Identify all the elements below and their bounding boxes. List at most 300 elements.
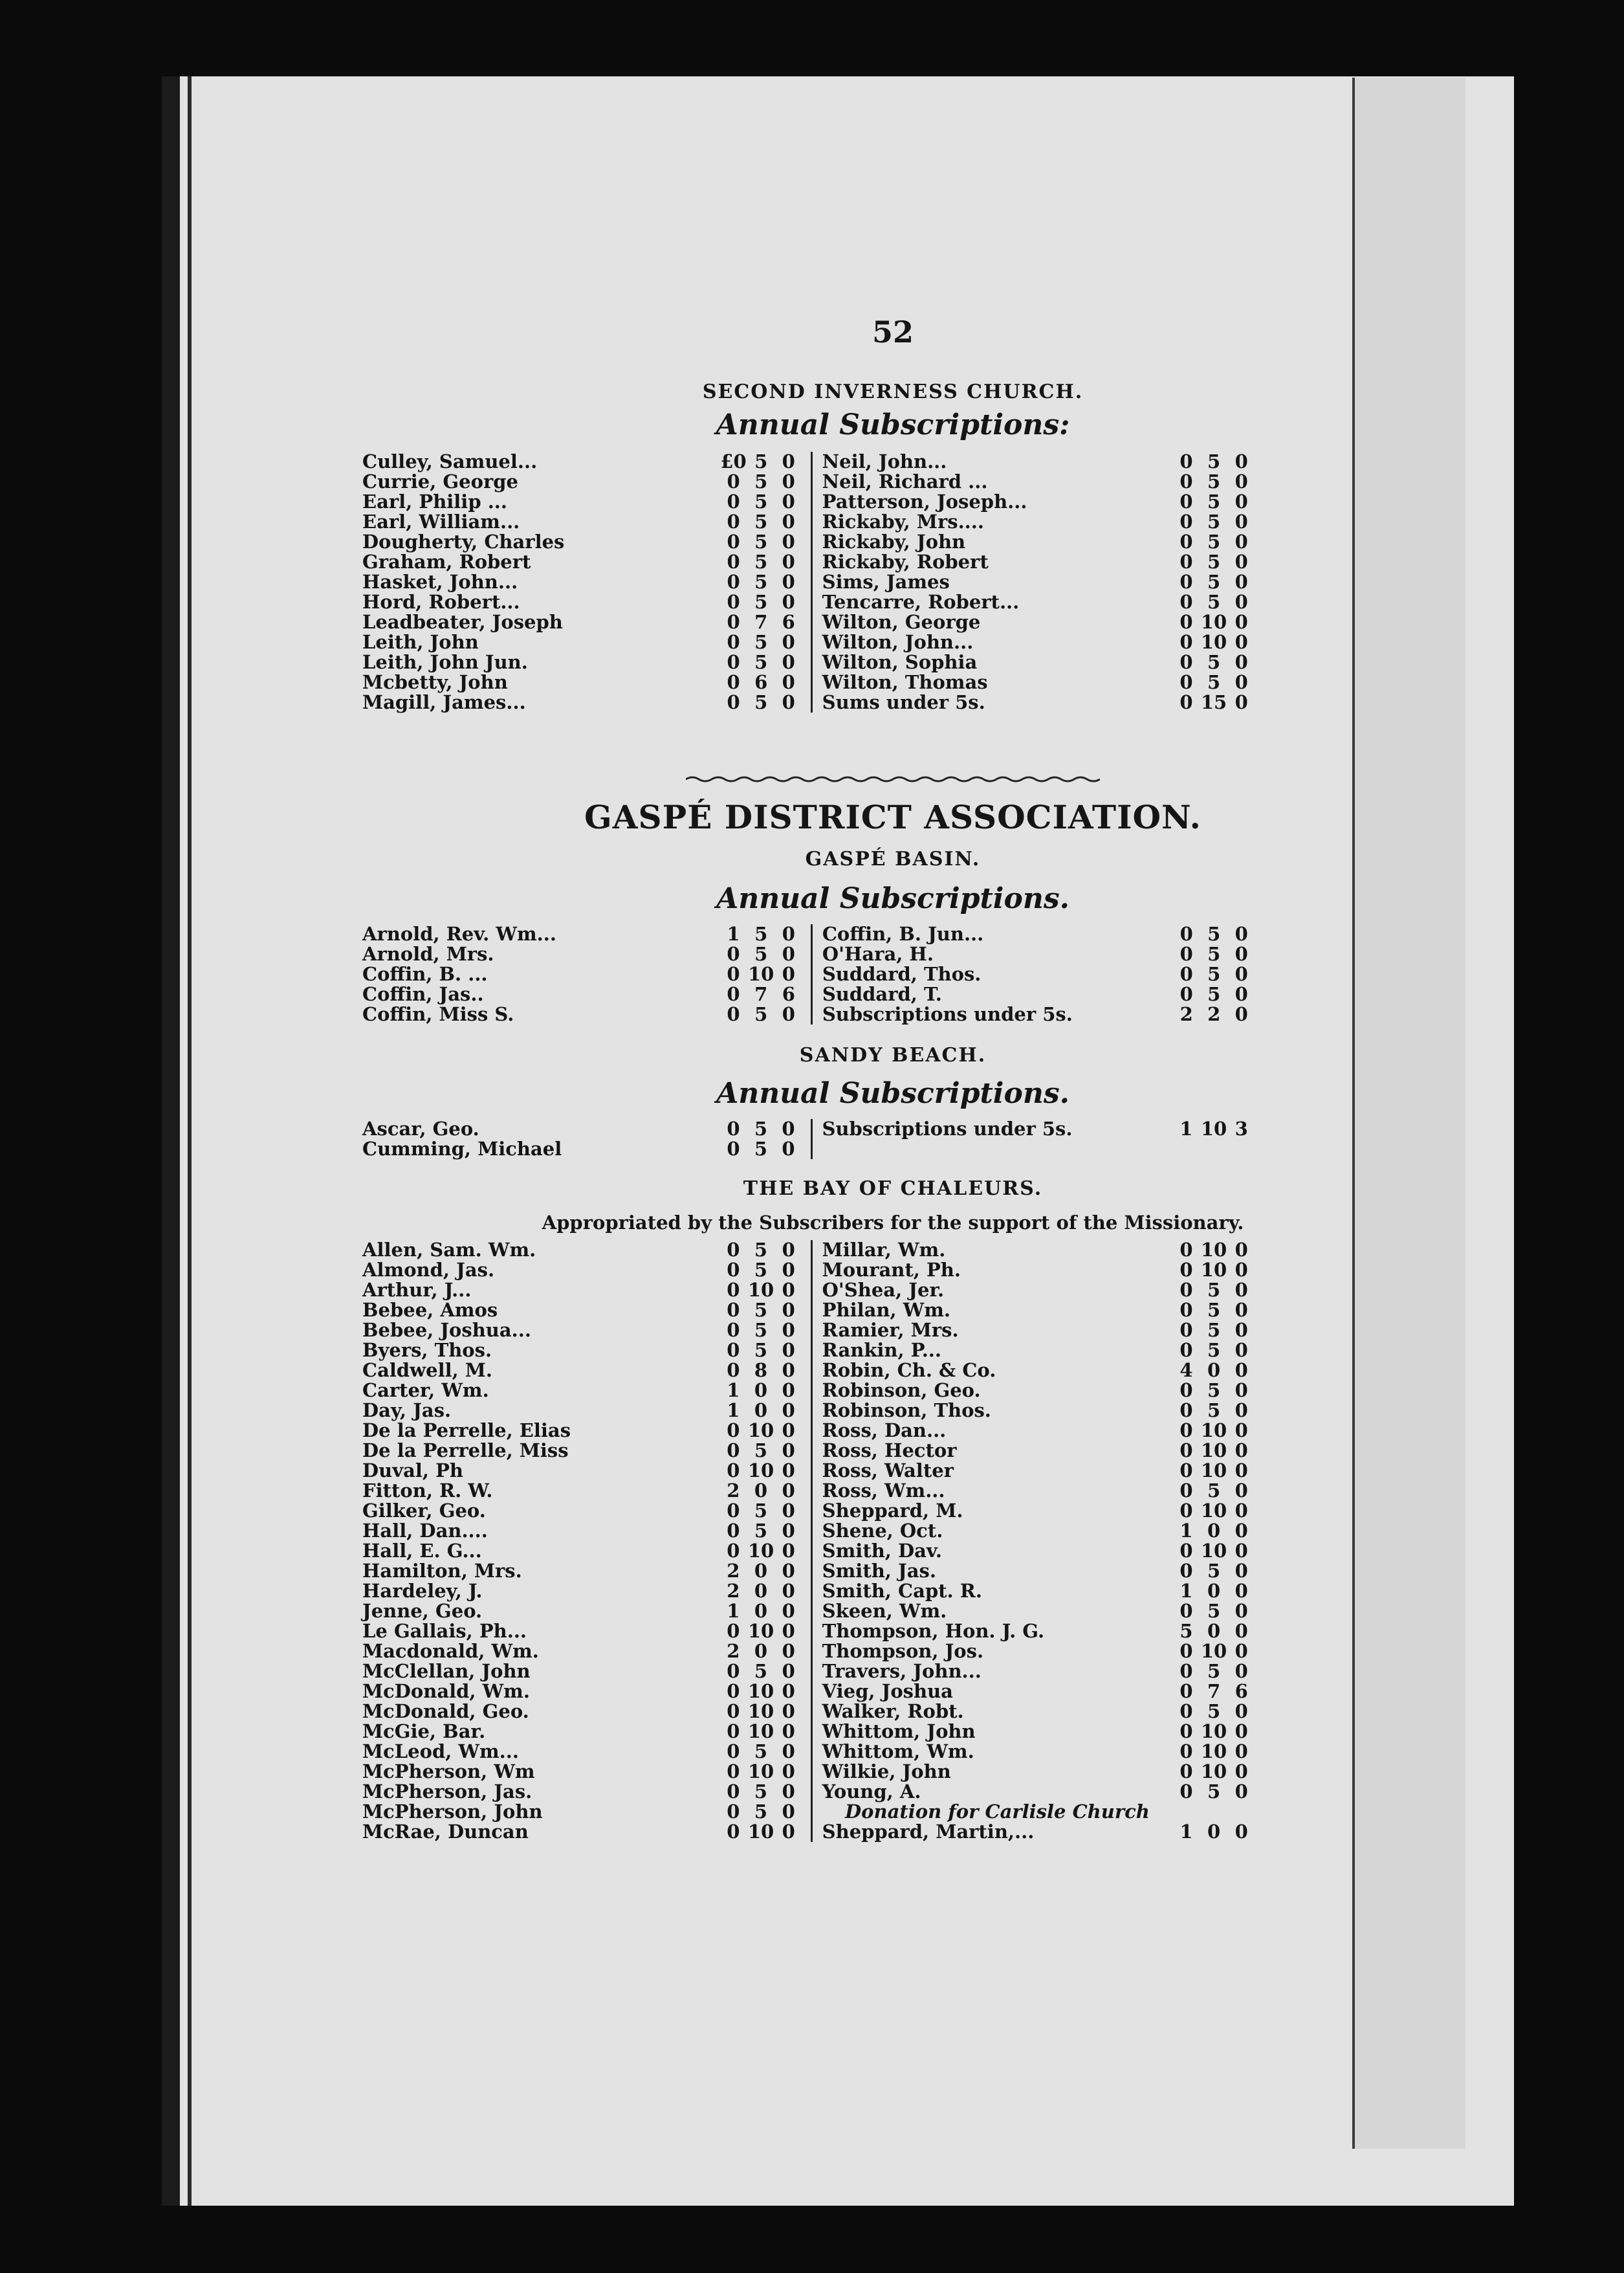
column-gap bbox=[811, 1240, 822, 1260]
entry-pounds bbox=[1172, 1802, 1200, 1822]
entry-name: Hasket, John... bbox=[362, 571, 518, 593]
entry-pounds: 0 bbox=[1180, 1399, 1193, 1421]
entry-name: Wilton, Thomas bbox=[822, 671, 988, 693]
entry-shillings: 5 bbox=[1207, 471, 1221, 493]
entry-shillings: 5 bbox=[1207, 943, 1221, 965]
entry-pence: 0 bbox=[1234, 1299, 1248, 1321]
entry-pence: 0 bbox=[1234, 1439, 1248, 1461]
table-row bbox=[362, 1441, 1255, 1461]
column-separator bbox=[802, 1320, 811, 1340]
entry-shillings: 15 bbox=[1200, 691, 1227, 713]
entry-shillings: 7 bbox=[754, 983, 768, 1005]
entry-name: Leadbeater, Joseph bbox=[362, 611, 563, 633]
entry-pence: 0 bbox=[1234, 611, 1248, 633]
entry-pence: 0 bbox=[1234, 1379, 1248, 1401]
column-gap bbox=[811, 1702, 822, 1722]
entry-pence: 0 bbox=[1234, 531, 1248, 553]
entry-pounds: 0 bbox=[1180, 923, 1193, 945]
inverness-section bbox=[362, 381, 1423, 713]
entry-pounds: 0 bbox=[1180, 591, 1193, 613]
entry-name: Neil, Richard ... bbox=[822, 471, 988, 493]
entry-name: Bebee, Joshua... bbox=[362, 1319, 531, 1341]
entry-pence: 0 bbox=[782, 1660, 795, 1682]
entry-name: Vieg, Joshua bbox=[822, 1680, 953, 1702]
entry-pounds: 0 bbox=[1180, 1319, 1193, 1341]
entry-pence: 0 bbox=[782, 1680, 795, 1702]
entry-shillings: 8 bbox=[754, 1359, 768, 1381]
entry-shillings: 5 bbox=[1207, 1399, 1221, 1421]
entry-shillings bbox=[1200, 1802, 1228, 1822]
inverness-subheading: Annual Subscriptions: bbox=[716, 408, 1070, 441]
entry-name: Le Gallais, Ph... bbox=[362, 1620, 527, 1642]
entry-shillings: 10 bbox=[1200, 1459, 1227, 1481]
entry-pence: 0 bbox=[782, 1700, 795, 1722]
entry-pence: 6 bbox=[782, 611, 795, 633]
entry-name: Suddard, T. bbox=[822, 983, 942, 1005]
page-number: 52 bbox=[872, 315, 914, 349]
entry-shillings: 5 bbox=[1207, 531, 1221, 553]
entry-name: Smith, Jas. bbox=[822, 1560, 936, 1582]
entry-shillings: 5 bbox=[1207, 1700, 1221, 1722]
entry-pence: 0 bbox=[1234, 1620, 1248, 1642]
entry-pounds: 0 bbox=[1180, 631, 1193, 653]
entry-name: Hord, Robert... bbox=[362, 591, 520, 613]
table-row bbox=[362, 964, 1255, 984]
entry-pounds: 0 bbox=[727, 1138, 740, 1160]
entry-shillings: 5 bbox=[754, 1740, 768, 1762]
entry-pence: 0 bbox=[782, 1540, 795, 1562]
entry-name: Duval, Ph bbox=[362, 1459, 463, 1481]
entry-pence: 0 bbox=[782, 1279, 795, 1301]
entry-name: Earl, William... bbox=[362, 511, 520, 533]
table-row bbox=[362, 1762, 1255, 1782]
entry-name: Thompson, Jos. bbox=[822, 1640, 984, 1662]
column-separator bbox=[802, 592, 811, 612]
entry-pence: 0 bbox=[782, 1821, 795, 1843]
table-row bbox=[362, 924, 1255, 944]
entry-pence: 0 bbox=[782, 1500, 795, 1522]
entry-pounds: 0 bbox=[1180, 571, 1193, 593]
entry-shillings: 5 bbox=[1207, 1299, 1221, 1321]
entry-pence: 0 bbox=[1234, 1500, 1248, 1522]
entry-pence: 0 bbox=[782, 1239, 795, 1261]
table-row bbox=[362, 1380, 1255, 1401]
table-row bbox=[362, 472, 1255, 492]
column-separator bbox=[802, 632, 811, 652]
column-gap bbox=[811, 1461, 822, 1481]
column-separator bbox=[802, 1621, 811, 1641]
entry-shillings: 0 bbox=[754, 1580, 768, 1602]
table-row bbox=[362, 1119, 1255, 1139]
table-row bbox=[362, 944, 1255, 964]
entry-pence: 0 bbox=[782, 571, 795, 593]
entry-name: Philan, Wm. bbox=[822, 1299, 951, 1321]
entry-shillings: 10 bbox=[1200, 1419, 1227, 1441]
column-separator bbox=[802, 1300, 811, 1320]
entry-shillings: 5 bbox=[1207, 571, 1221, 593]
entry-shillings: 2 bbox=[1207, 1003, 1221, 1025]
table-row bbox=[362, 572, 1255, 592]
entry-shillings: 5 bbox=[754, 691, 768, 713]
bay-table bbox=[362, 1240, 1255, 1842]
entry-pence: 0 bbox=[782, 943, 795, 965]
entry-pounds: 0 bbox=[1180, 1560, 1193, 1582]
entry-shillings: 10 bbox=[747, 963, 774, 985]
column-gap bbox=[811, 1119, 822, 1139]
entry-shillings: 10 bbox=[747, 1540, 774, 1562]
entry-pence: 0 bbox=[1234, 1580, 1248, 1602]
entry-pounds: 0 bbox=[1180, 1379, 1193, 1401]
table-row bbox=[362, 1481, 1255, 1501]
entry-name: Rickaby, Robert bbox=[822, 551, 989, 573]
entry-pence: 0 bbox=[1234, 1720, 1248, 1742]
entry-name: Thompson, Hon. J. G. bbox=[822, 1620, 1045, 1642]
column-gap bbox=[811, 1004, 822, 1025]
entry-pence: 0 bbox=[782, 450, 795, 472]
entry-shillings: 6 bbox=[754, 671, 768, 693]
entry-pence: 0 bbox=[782, 671, 795, 693]
entry-pence: 0 bbox=[782, 1600, 795, 1622]
entry-shillings: 5 bbox=[754, 591, 768, 613]
entry-pounds: 0 bbox=[1180, 551, 1193, 573]
basin-subheading: Annual Subscriptions. bbox=[716, 882, 1070, 915]
entry-pence: 0 bbox=[782, 1359, 795, 1381]
sandy-table bbox=[362, 1119, 1255, 1159]
table-row bbox=[362, 1802, 1255, 1822]
entry-name: Coffin, B. Jun... bbox=[822, 923, 984, 945]
entry-pounds: 0 bbox=[727, 1459, 740, 1481]
entry-shillings: 5 bbox=[754, 923, 768, 945]
entry-pence: 0 bbox=[1234, 1640, 1248, 1662]
entry-name: Neil, John... bbox=[822, 450, 947, 472]
entry-shillings: 10 bbox=[1200, 1239, 1227, 1261]
entry-shillings: 5 bbox=[1207, 671, 1221, 693]
column-gap bbox=[811, 1762, 822, 1782]
entry-pounds: 0 bbox=[1180, 471, 1193, 493]
column-separator bbox=[802, 652, 811, 672]
entry-shillings: 10 bbox=[1200, 631, 1227, 653]
entry-name: Almond, Jas. bbox=[362, 1259, 495, 1281]
column-separator bbox=[802, 944, 811, 964]
entry-shillings: 0 bbox=[754, 1640, 768, 1662]
entry-name: McPherson, John bbox=[362, 1801, 543, 1823]
entry-shillings: 5 bbox=[754, 1500, 768, 1522]
entry-pence: 0 bbox=[1234, 631, 1248, 653]
entry-name: McPherson, Wm bbox=[362, 1760, 535, 1782]
entry-pence: 0 bbox=[782, 1138, 795, 1160]
entry-shillings: 5 bbox=[754, 943, 768, 965]
entry-pence: 0 bbox=[782, 491, 795, 513]
column-separator bbox=[802, 1260, 811, 1280]
table-row bbox=[362, 1300, 1255, 1320]
entry-pence: 0 bbox=[1234, 1600, 1248, 1622]
entry-pence: 0 bbox=[1234, 1480, 1248, 1502]
column-gap bbox=[811, 693, 822, 713]
column-gap bbox=[811, 1521, 822, 1541]
column-separator bbox=[802, 452, 811, 472]
entry-shillings: 10 bbox=[1200, 611, 1227, 633]
entry-name: McPherson, Jas. bbox=[362, 1780, 532, 1802]
entry-name: Shene, Oct. bbox=[822, 1520, 943, 1542]
column-gap bbox=[811, 1742, 822, 1762]
entry-pence: 0 bbox=[1234, 1319, 1248, 1341]
column-separator bbox=[802, 1501, 811, 1521]
entry-name: Byers, Thos. bbox=[362, 1339, 492, 1361]
table-row bbox=[362, 1280, 1255, 1300]
column-gap bbox=[811, 1501, 822, 1521]
entry-pounds: 1 bbox=[727, 1600, 740, 1622]
gaspe-heading: GASPÉ DISTRICT ASSOCIATION. bbox=[584, 798, 1202, 836]
entry-name: Young, A. bbox=[822, 1780, 921, 1802]
entry-name: Smith, Capt. R. bbox=[822, 1580, 982, 1602]
column-gap bbox=[811, 1320, 822, 1340]
entry-pounds: 1 bbox=[727, 1379, 740, 1401]
column-separator bbox=[802, 1119, 811, 1139]
entry-pence: 0 bbox=[782, 1520, 795, 1542]
column-separator bbox=[802, 1240, 811, 1260]
table-row bbox=[362, 1004, 1255, 1025]
entry-name: Rankin, P... bbox=[822, 1339, 941, 1361]
column-gap bbox=[811, 492, 822, 512]
entry-pounds: 0 bbox=[727, 1259, 740, 1281]
entry-name: Allen, Sam. Wm. bbox=[362, 1239, 536, 1261]
entry-name: Patterson, Joseph... bbox=[822, 491, 1027, 513]
entry-name: Walker, Robt. bbox=[822, 1700, 964, 1722]
entry-pence: 0 bbox=[1234, 1359, 1248, 1381]
entry-pence: 0 bbox=[782, 651, 795, 673]
entry-pounds: 0 bbox=[727, 983, 740, 1005]
column-separator bbox=[802, 572, 811, 592]
entry-pounds: 2 bbox=[727, 1580, 740, 1602]
entry-pence: 0 bbox=[1234, 551, 1248, 573]
table-row bbox=[362, 1521, 1255, 1541]
entry-shillings: 10 bbox=[1200, 1500, 1227, 1522]
column-separator bbox=[802, 492, 811, 512]
facing-page-line bbox=[1352, 78, 1355, 2149]
column-separator bbox=[802, 1601, 811, 1621]
entry-pounds: 0 bbox=[727, 943, 740, 965]
entry-pence: 0 bbox=[782, 591, 795, 613]
entry-name: Rickaby, John bbox=[822, 531, 966, 553]
column-gap bbox=[811, 1380, 822, 1401]
column-gap bbox=[811, 1601, 822, 1621]
column-gap bbox=[811, 552, 822, 572]
column-separator bbox=[802, 1521, 811, 1541]
entry-pounds: 0 bbox=[727, 1419, 740, 1441]
entry-name: Currie, George bbox=[362, 471, 518, 493]
entry-pence: 0 bbox=[782, 511, 795, 533]
entry-name: Leith, John bbox=[362, 631, 479, 653]
table-row bbox=[362, 1240, 1255, 1260]
entry-shillings: 5 bbox=[754, 631, 768, 653]
entry-shillings: 5 bbox=[1207, 1600, 1221, 1622]
entry-shillings: 5 bbox=[754, 1801, 768, 1823]
entry-pounds: 0 bbox=[727, 963, 740, 985]
entry-pounds: 0 bbox=[727, 571, 740, 593]
column-separator bbox=[802, 1561, 811, 1581]
basin-heading: GASPÉ BASIN. bbox=[805, 848, 981, 870]
column-separator bbox=[802, 1802, 811, 1822]
entry-shillings: 10 bbox=[1200, 1640, 1227, 1662]
entry-pounds: 1 bbox=[1180, 1118, 1193, 1140]
entry-pounds: 0 bbox=[1180, 1540, 1193, 1562]
entry-shillings: 5 bbox=[754, 511, 768, 533]
entry-pence: 0 bbox=[782, 1003, 795, 1025]
entry-pence: 0 bbox=[1234, 1540, 1248, 1562]
table-row bbox=[362, 512, 1255, 532]
entry-name: Hall, Dan.... bbox=[362, 1520, 488, 1542]
entry-pence: 0 bbox=[782, 1740, 795, 1762]
column-separator bbox=[802, 472, 811, 492]
entry-pounds: 0 bbox=[1180, 691, 1193, 713]
entry-shillings: 10 bbox=[747, 1821, 774, 1843]
entry-pence: 0 bbox=[1234, 450, 1248, 472]
entry-pence: 0 bbox=[1234, 1560, 1248, 1582]
entry-name: Ross, Hector bbox=[822, 1439, 957, 1461]
entry-name: McRae, Duncan bbox=[362, 1821, 529, 1843]
gaspe-section bbox=[362, 798, 1423, 1842]
wavy-rule-icon bbox=[686, 774, 1100, 784]
entry-shillings: 0 bbox=[1207, 1821, 1221, 1843]
entry-name: Mcbetty, John bbox=[362, 671, 508, 693]
column-gap bbox=[811, 1641, 822, 1661]
entry-name: Hamilton, Mrs. bbox=[362, 1560, 522, 1582]
entry-name: Whittom, John bbox=[822, 1720, 976, 1742]
column-separator bbox=[802, 1742, 811, 1762]
entry-name: Cumming, Michael bbox=[362, 1138, 562, 1160]
entry-pounds: 0 bbox=[727, 1299, 740, 1321]
entry-name: De la Perrelle, Miss bbox=[362, 1439, 569, 1461]
entry-shillings: 5 bbox=[754, 1003, 768, 1025]
entry-pence: 0 bbox=[782, 1780, 795, 1802]
column-separator bbox=[802, 1340, 811, 1360]
entry-pence: 0 bbox=[1234, 1239, 1248, 1261]
entry-pounds: £0 bbox=[720, 450, 747, 472]
entry-pounds: 0 bbox=[727, 1780, 740, 1802]
entry-shillings: 0 bbox=[1207, 1620, 1221, 1642]
entry-pence: 0 bbox=[782, 1580, 795, 1602]
entry-shillings: 5 bbox=[754, 1339, 768, 1361]
entry-pence: 0 bbox=[1234, 1660, 1248, 1682]
entry-shillings: 10 bbox=[747, 1419, 774, 1441]
table-row bbox=[362, 1501, 1255, 1521]
column-gap bbox=[811, 1481, 822, 1501]
sandy-subheading: Annual Subscriptions. bbox=[716, 1077, 1070, 1110]
table-row bbox=[362, 1320, 1255, 1340]
entry-name: Dougherty, Charles bbox=[362, 531, 565, 553]
entry-shillings: 5 bbox=[754, 1299, 768, 1321]
column-gap bbox=[811, 472, 822, 492]
entry-name: Gilker, Geo. bbox=[362, 1500, 486, 1522]
column-gap bbox=[811, 532, 822, 552]
column-separator bbox=[802, 1461, 811, 1481]
entry-pounds: 2 bbox=[1180, 1003, 1193, 1025]
entry-name: Leith, John Jun. bbox=[362, 651, 528, 673]
table-row bbox=[362, 492, 1255, 512]
column-gap bbox=[811, 984, 822, 1004]
entry-name: Ross, Wm... bbox=[822, 1480, 945, 1502]
entry-shillings: 10 bbox=[747, 1700, 774, 1722]
column-separator bbox=[802, 1822, 811, 1842]
entry-pounds: 0 bbox=[1180, 1480, 1193, 1502]
entry-pounds: 1 bbox=[1180, 1520, 1193, 1542]
entry-pounds: 0 bbox=[727, 651, 740, 673]
entry-name: Mourant, Ph. bbox=[822, 1259, 961, 1281]
table-row bbox=[362, 672, 1255, 693]
entry-shillings bbox=[1200, 1139, 1228, 1159]
entry-shillings: 5 bbox=[1207, 450, 1221, 472]
entry-name: Subscriptions under 5s. bbox=[822, 1118, 1073, 1140]
column-gap bbox=[811, 924, 822, 944]
entry-pence: 0 bbox=[782, 1459, 795, 1481]
column-separator bbox=[802, 1401, 811, 1421]
column-separator bbox=[802, 1541, 811, 1561]
column-gap bbox=[811, 1421, 822, 1441]
entry-name: Wilton, Sophia bbox=[822, 651, 978, 673]
table-row bbox=[362, 1360, 1255, 1380]
entry-name: Hardeley, J. bbox=[362, 1580, 483, 1602]
entry-pence: 0 bbox=[1234, 671, 1248, 693]
entry-pounds: 0 bbox=[727, 471, 740, 493]
table-row bbox=[362, 1340, 1255, 1360]
entry-pence: 0 bbox=[782, 471, 795, 493]
entry-pounds: 0 bbox=[1180, 1439, 1193, 1461]
column-gap bbox=[811, 1822, 822, 1842]
column-gap bbox=[811, 1260, 822, 1280]
entry-name: Hall, E. G... bbox=[362, 1540, 482, 1562]
entry-shillings: 5 bbox=[1207, 923, 1221, 945]
entry-name: O'Hara, H. bbox=[822, 943, 934, 965]
entry-pence: 0 bbox=[1234, 1339, 1248, 1361]
entry-pounds: 0 bbox=[727, 1620, 740, 1642]
basin-table bbox=[362, 924, 1255, 1025]
entry-pounds: 0 bbox=[727, 1680, 740, 1702]
entry-pounds: 0 bbox=[727, 551, 740, 573]
entry-pence: 0 bbox=[1234, 943, 1248, 965]
binding-line bbox=[188, 76, 192, 2206]
entry-pence: 0 bbox=[1234, 1419, 1248, 1441]
column-gap bbox=[811, 1782, 822, 1802]
entry-pence: 6 bbox=[1234, 1680, 1248, 1702]
entry-pence: 6 bbox=[782, 983, 795, 1005]
entry-shillings: 5 bbox=[1207, 1560, 1221, 1582]
entry-pence: 0 bbox=[782, 1319, 795, 1341]
entry-name: Ascar, Geo. bbox=[362, 1118, 479, 1140]
column-gap bbox=[811, 1621, 822, 1641]
column-separator bbox=[802, 1139, 811, 1159]
entry-pence: 0 bbox=[782, 531, 795, 553]
entry-shillings: 5 bbox=[1207, 1480, 1221, 1502]
entry-pence: 0 bbox=[782, 963, 795, 985]
entry-pence bbox=[1227, 1139, 1255, 1159]
entry-name: McGie, Bar. bbox=[362, 1720, 486, 1742]
table-row bbox=[362, 1401, 1255, 1421]
entry-shillings: 5 bbox=[754, 1138, 768, 1160]
entry-pounds: 0 bbox=[1180, 531, 1193, 553]
entry-shillings: 5 bbox=[1207, 1379, 1221, 1401]
entry-pounds: 0 bbox=[1180, 1239, 1193, 1261]
column-gap bbox=[811, 1581, 822, 1601]
entry-name: Graham, Robert bbox=[362, 551, 531, 573]
entry-pounds: 0 bbox=[1180, 1279, 1193, 1301]
entry-shillings: 5 bbox=[1207, 1660, 1221, 1682]
entry-shillings: 5 bbox=[754, 471, 768, 493]
entry-shillings: 10 bbox=[1200, 1760, 1227, 1782]
entry-pence: 0 bbox=[1234, 591, 1248, 613]
entry-name: McLeod, Wm... bbox=[362, 1740, 519, 1762]
entry-name: Jenne, Geo. bbox=[362, 1600, 483, 1622]
column-separator bbox=[802, 1722, 811, 1742]
